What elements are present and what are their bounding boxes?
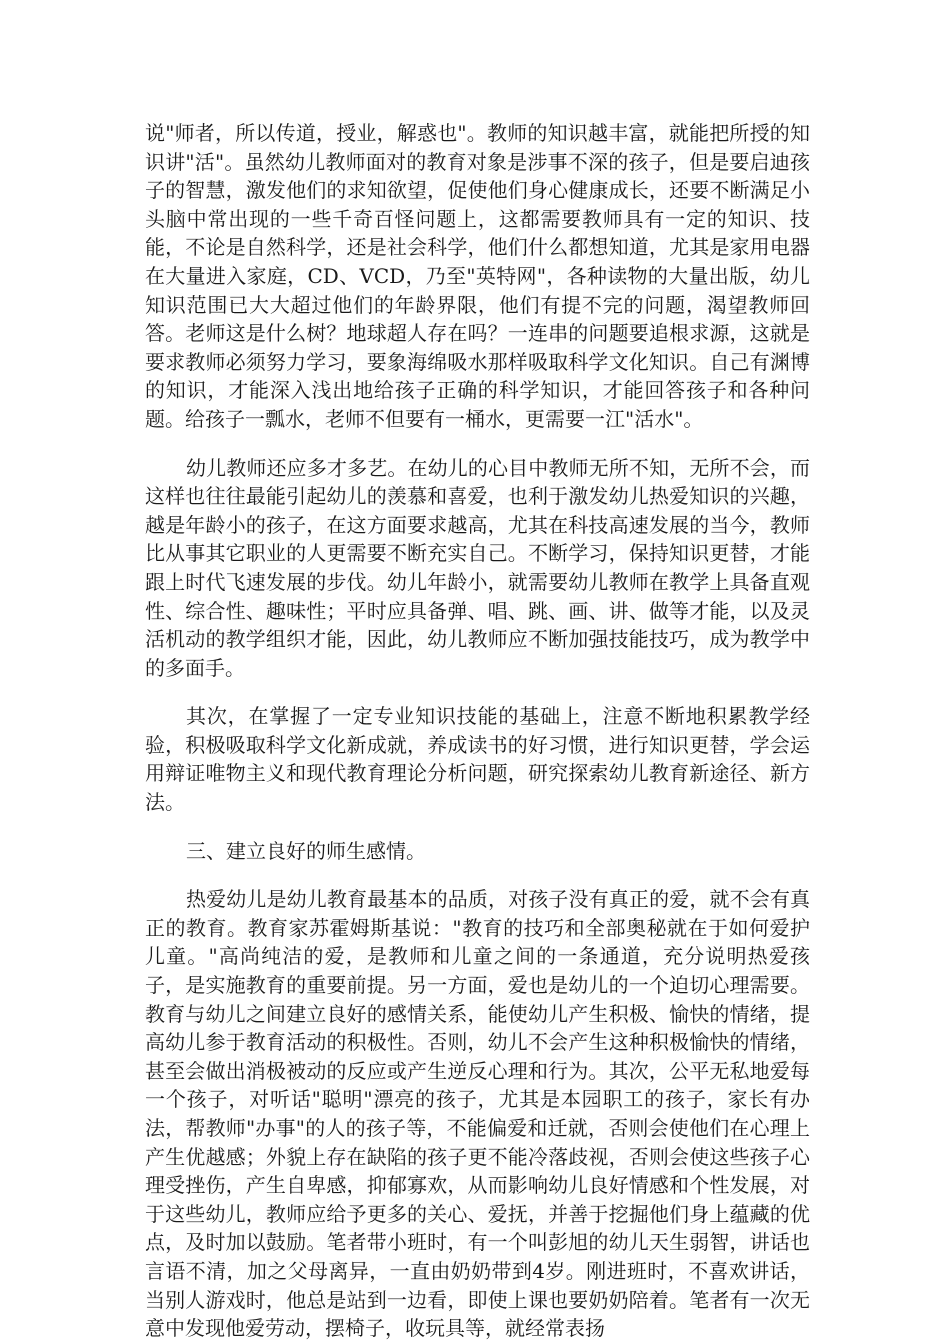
section-heading: 三、建立良好的师生感情。	[186, 838, 426, 863]
paragraph-teacher-knowledge: 说"师者，所以传道，授业，解惑也"。教师的知识越丰富，就能把所授的知识讲"活"。虽然幼儿教师面对的教育对象是涉事不深的孩子，但是要启迪孩子的智慧，激发他们的求知欲望，促使他们身心健康成长，还要不断满足小头脑中常出现的一些千奇百怪问题上，这都需要教师具有一定的知识、技能，不论是自然科学，还是社会科学，他们什么都想知道，尤其是家用电器在大量进入家庭，CD、VCD，乃至"英特网"，各种读物的大量出版，幼儿知识范围已大大超过他们的年龄界限，他们有提不完的问题，渴望教师回答。老师这是什么树？地球超人存在吗？一连串的问题要追根求源，这就是要求教师必须努力学习，要象海绵吸水那样吸取科学文化知识。自己有渊博的知识，才能深入浅出地给孩子正确的科学知识，才能回答孩子和各种问题。给孩子一瓢水，老师不但要有一桶水，更需要一江"活水"。	[145, 121, 810, 431]
paragraph-experience: 其次，在掌握了一定专业知识技能的基础上，注意不断地积累教学经验，积极吸取科学文化新成就，养成读书的好习惯，进行知识更替，学会运用辩证唯物主义和现代教育理论分析问题，研究探索幼儿教育新途径、新方法。	[145, 704, 810, 815]
document-page	[145, 119, 810, 1343]
paragraph-love-children: 热爱幼儿是幼儿教育最基本的品质，对孩子没有真正的爱，就不会有真正的教育。教育家苏霍姆斯基说："教育的技巧和全部奥秘就在于如何爱护儿童。"高尚纯洁的爱，是教师和儿童之间的一条通道，充分说明热爱孩子，是实施教育的重要前提。另一方面，爱也是幼儿的一个迫切心理需要。教育与幼儿之间建立良好的感情关系，能使幼儿产生积极、愉快的情绪，提高幼儿参于教育活动的积极性。否则，幼儿不会产生这种积极愉快的情绪，甚至会做出消极被动的反应或产生逆反心理和行为。其次，公平无私地爱每一个孩子，对听话"聪明"漂亮的孩子，尤其是本园职工的孩子，家长有办法，帮教师"办事"的人的孩子等，不能偏爱和迁就，否则会使他们在心理上产生优越感；外貌上存在缺陷的孩子更不能冷落歧视，否则会使这些孩子心理受挫伤，产生自卑感，抑郁寡欢，从而影响幼儿良好情感和个性发展，对于这些幼儿，教师应给予更多的关心、爱抚，并善于挖掘他们身上蕴藏的优点，及时加以鼓励。笔者带小班时，有一个叫彭旭的幼儿天生弱智，讲话也言语不清，加之父母离异，一直由奶奶带到4岁。刚进班时，不喜欢讲话，当别人游戏时，他总是站到一边看，即使上课也要奶奶陪着。笔者有一次无意中发现他爱劳动，摆椅子，收玩具等，就经常表扬	[145, 887, 810, 1341]
paragraph-versatility: 幼儿教师还应多才多艺。在幼儿的心目中教师无所不知，无所不会，而这样也往往最能引起幼儿的羡慕和喜爱，也利于激发幼儿热爱知识的兴趣，越是年龄小的孩子，在这方面要求越高，尤其在科技高速发展的当今，教师比从事其它职业的人更需要不断充实自己。不断学习，保持知识更替，才能跟上时代飞速发展的步伐。幼儿年龄小，就需要幼儿教师在教学上具备直观性、综合性、趣味性；平时应具备弹、唱、跳、画、讲、做等才能，以及灵活机动的教学组织才能，因此，幼儿教师应不断加强技能技巧，成为教学中的多面手。	[145, 455, 810, 680]
